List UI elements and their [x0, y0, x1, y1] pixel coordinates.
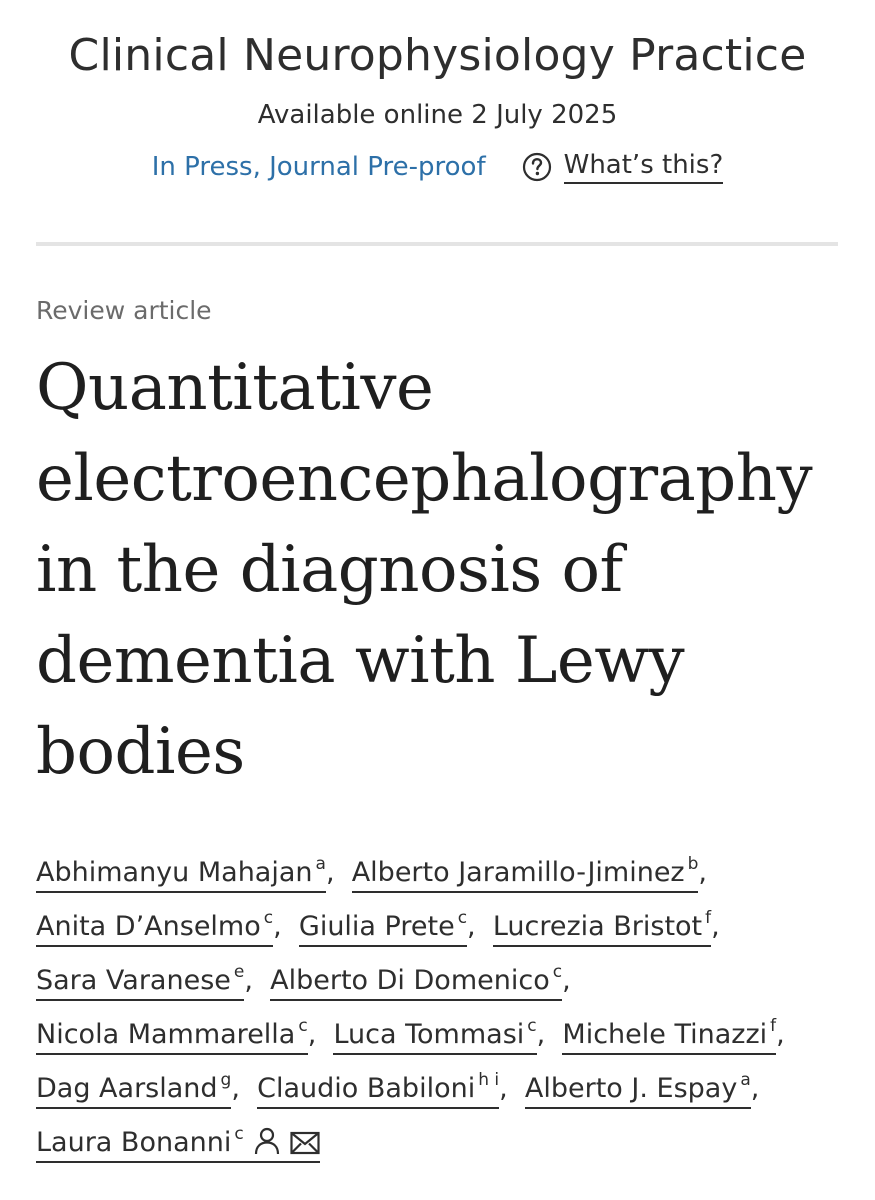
author-link[interactable]: Nicola Mammarella $^c$	[36, 1019, 308, 1055]
author-list: Abhimanyu Mahajan $^a$, Alberto Jaramillo-Jiminez $^b$, Anita D’Anselmo $^c$, Giulia Prete $^c$, Lucrezia Bristot $^f$, Sara Varanese $^e$, Alberto Di Domenico $^c$, Nicola Mammarella $^c$, Luca Tommasi $^c$, Michele Tinazzi $^f$, Dag Aarsland $^g$, Claudio Babiloni $^{h i}$, Alberto J. Espay $^a$, Laura Bonanni $^c$	[36, 846, 846, 1170]
question-circle-icon	[522, 152, 552, 182]
article-title: Quantitative electroencephalography in the diagnosis of dementia with Lewy bodies	[36, 351, 813, 789]
author-link[interactable]: Luca Tommasi $^c$	[333, 1019, 536, 1055]
journal-title[interactable]: Clinical Neurophysiology Practice	[68, 30, 807, 81]
author-link[interactable]: Alberto Jaramillo-Jiminez $^b$	[352, 857, 699, 893]
author-link[interactable]: Michele Tinazzi $^f$	[562, 1019, 776, 1055]
header-divider	[36, 242, 838, 246]
author-link[interactable]: Lucrezia Bristot $^f$	[493, 911, 711, 947]
author-link[interactable]: Claudio Babiloni $^{h i}$	[257, 1073, 499, 1109]
author-link[interactable]: Sara Varanese $^e$	[36, 965, 244, 1001]
article-type: Review article	[36, 296, 212, 325]
author-link[interactable]: Alberto J. Espay $^a$	[525, 1073, 751, 1109]
author-link-corresponding[interactable]: Laura Bonanni $^c$	[36, 1127, 320, 1163]
author-link[interactable]: Giulia Prete $^c$	[299, 911, 467, 947]
author-link[interactable]: Alberto Di Domenico $^c$	[270, 965, 562, 1001]
envelope-icon	[290, 1131, 320, 1155]
author-link[interactable]: Abhimanyu Mahajan $^a$	[36, 857, 326, 893]
in-press-link[interactable]: In Press, Journal Pre-proof	[151, 152, 486, 182]
available-online-date: Available online 2 July 2025	[257, 100, 618, 130]
status-row	[0, 145, 875, 189]
author-link[interactable]: Dag Aarsland $^g$	[36, 1073, 231, 1109]
author-link[interactable]: Anita D’Anselmo $^c$	[36, 911, 273, 947]
whats-this-label[interactable]: What’s this?	[564, 150, 724, 184]
whats-this-button[interactable]	[522, 150, 724, 184]
person-icon	[254, 1127, 280, 1155]
